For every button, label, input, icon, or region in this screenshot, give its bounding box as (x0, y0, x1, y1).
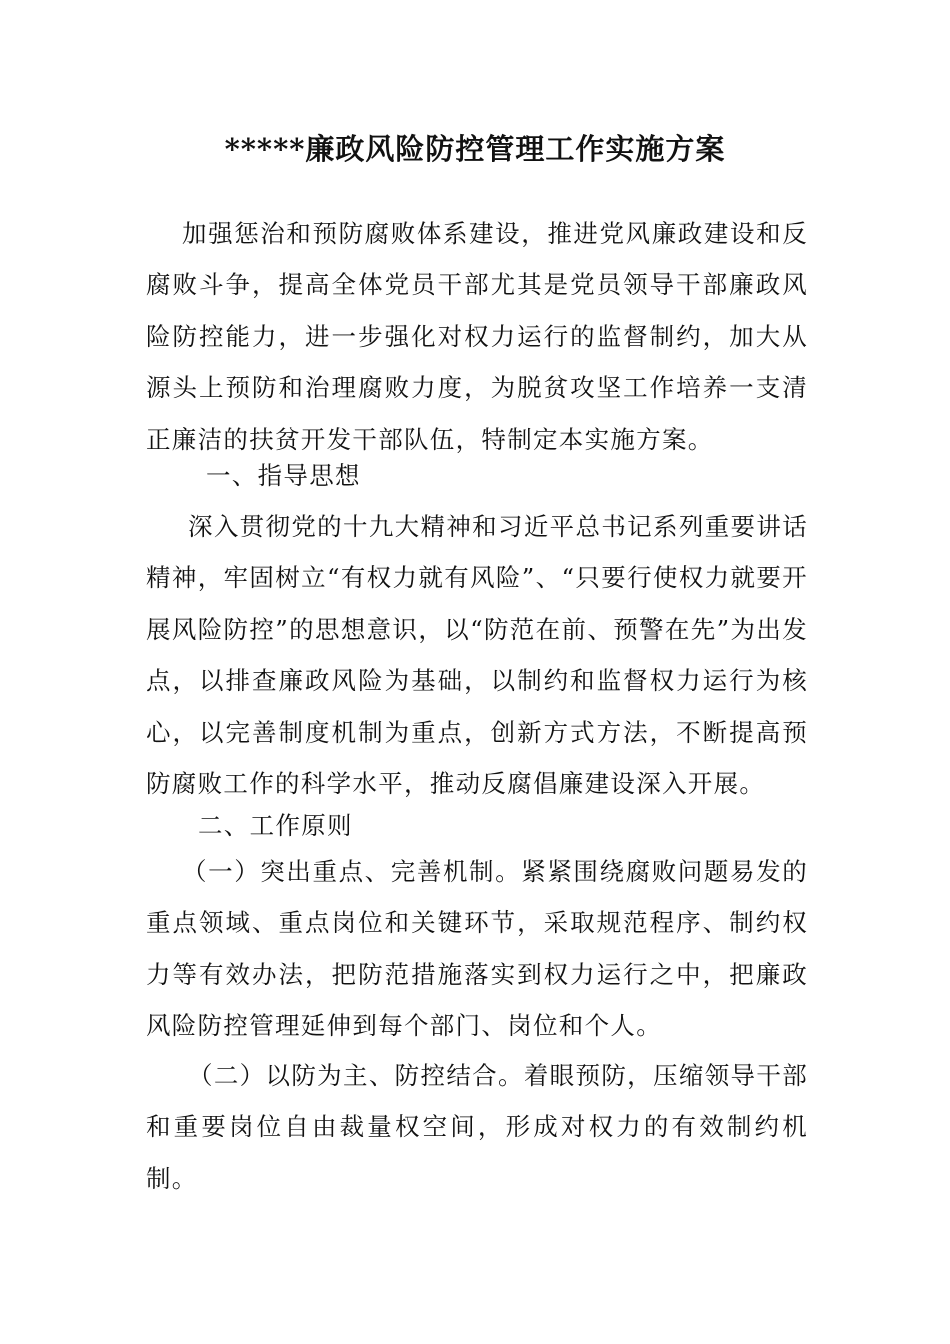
guiding-ideology-paragraph: 深入贯彻党的十九大精神和习近平总书记系列重要讲话精神，牢固树立“有权力就有风险”、“只要行使权力就要开展风险防控”的思想意识，以“防范在前、预警在先”为出发点，以排查廉政风险为基础，以制约和监督权力运行为核心，以完善制度机制为重点，创新方式方法，不断提高预防腐败工作的科学水平，推动反腐倡廉建设深入开展。 (146, 512, 808, 799)
section-heading-work-principles: 二、工作原则 (198, 811, 353, 840)
document-title: *****廉政风险防控管理工作实施方案 (224, 132, 726, 166)
principle-1-paragraph: （一）突出重点、完善机制。紧紧围绕腐败问题易发的重点领域、重点岗位和关键环节，采取规范程序、制约权力等有效办法，把防范措施落实到权力运行之中，把廉政风险防控管理延伸到每个部门、岗位和个人。 (146, 857, 808, 1041)
section-heading-guiding-ideology: 一、指导思想 (206, 461, 361, 490)
intro-paragraph: 加强惩治和预防腐败体系建设，推进党风廉政建设和反腐败斗争，提高全体党员干部尤其是党员领导干部廉政风险防控能力，进一步强化对权力运行的监督制约，加大从源头上预防和治理腐败力度，为脱贫攻坚工作培养一支清正廉洁的扶贫开发干部队伍，特制定本实施方案。 (146, 219, 808, 454)
principle-2-paragraph: （二）以防为主、防控结合。着眼预防，压缩领导干部和重要岗位自由裁量权空间，形成对权力的有效制约机制。 (146, 1061, 808, 1193)
